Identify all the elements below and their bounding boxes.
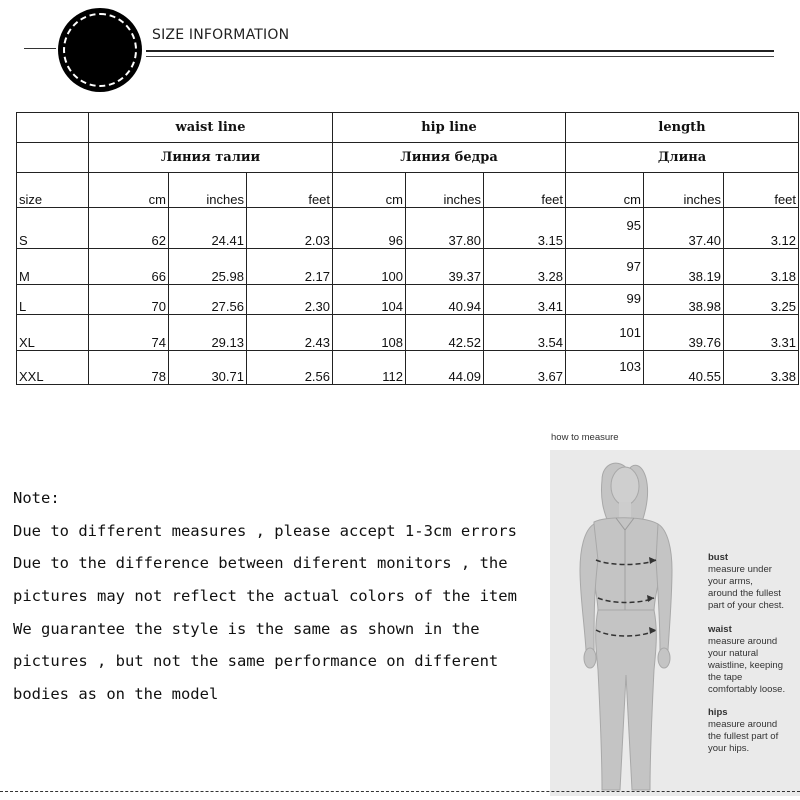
- table-row: [17, 249, 799, 285]
- note-line: Due to different measures , please accept 1-3cm errors: [13, 521, 517, 540]
- group-hip-ru: Линия бедра: [333, 143, 566, 173]
- table-cell: 101: [566, 315, 644, 351]
- waist-line: waistline, keeping: [708, 660, 783, 671]
- table-cell: 66: [89, 249, 169, 285]
- hips-heading: hips: [708, 707, 728, 718]
- header-rule-left: [24, 48, 56, 49]
- size-label: L: [17, 285, 89, 315]
- table-cell: 3.18: [724, 249, 799, 285]
- note-line: pictures , but not the same performance on different: [13, 652, 499, 671]
- waist-heading: waist: [708, 624, 732, 635]
- unit-waist-cm: cm: [89, 173, 169, 208]
- table-cell: 78: [89, 351, 169, 385]
- group-waist-ru: Линия талии: [89, 143, 333, 173]
- size-label: M: [17, 249, 89, 285]
- waist-line: measure around: [708, 636, 778, 647]
- table-cell: 3.31: [724, 315, 799, 351]
- table-cell: 2.43: [247, 315, 333, 351]
- bottom-dashed-rule: [0, 791, 800, 792]
- table-cell: 108: [333, 315, 406, 351]
- unit-waist-feet: feet: [247, 173, 333, 208]
- table-cell: 3.41: [484, 285, 566, 315]
- table-cell: 42.52: [406, 315, 484, 351]
- unit-waist-inches: inches: [169, 173, 247, 208]
- table-cell: 3.67: [484, 351, 566, 385]
- waist-annotation: [708, 624, 800, 696]
- unit-length-cm: cm: [566, 173, 644, 208]
- note-line: bodies as on the model: [13, 685, 219, 704]
- note-line: We guarantee the style is the same as shown in the: [13, 619, 480, 638]
- bust-line: around the fullest: [708, 588, 781, 599]
- table-cell: 24.41: [169, 208, 247, 249]
- unit-hip-cm: cm: [333, 173, 406, 208]
- table-cell: 2.17: [247, 249, 333, 285]
- group-hip-en: hip line: [333, 113, 566, 143]
- table-cell: 70: [89, 285, 169, 315]
- note-line: pictures may not reflect the actual colors of the item: [13, 587, 517, 606]
- header-circle-badge: [58, 8, 142, 92]
- group-length-ru: Длина: [566, 143, 799, 173]
- units-row: [17, 173, 799, 208]
- size-label: S: [17, 208, 89, 249]
- hips-line: your hips.: [708, 743, 750, 754]
- header-row-en: [17, 113, 799, 143]
- page-title: SIZE INFORMATION: [152, 27, 290, 43]
- hips-line: measure around: [708, 719, 778, 730]
- table-cell: 38.98: [644, 285, 724, 315]
- table-cell: 97: [566, 249, 644, 285]
- table-cell: 112: [333, 351, 406, 385]
- table-cell: 44.09: [406, 351, 484, 385]
- notes-block: [13, 482, 553, 711]
- bust-line: measure under: [708, 564, 772, 575]
- table-row: [17, 315, 799, 351]
- table-cell: 62: [89, 208, 169, 249]
- header-rule-thick: [146, 50, 774, 52]
- measure-title: how to measure: [551, 432, 619, 443]
- waist-line: the tape: [708, 672, 743, 683]
- table-cell: 3.25: [724, 285, 799, 315]
- waist-line: comfortably loose.: [708, 684, 786, 695]
- size-label: XXL: [17, 351, 89, 385]
- group-waist-en: waist line: [89, 113, 333, 143]
- table-cell: 3.28: [484, 249, 566, 285]
- table-cell: 2.56: [247, 351, 333, 385]
- group-length-en: length: [566, 113, 799, 143]
- table-row: [17, 208, 799, 249]
- table-row: [17, 351, 799, 385]
- table-row: [17, 285, 799, 315]
- table-cell: 2.30: [247, 285, 333, 315]
- corner-cell: [17, 113, 89, 143]
- bust-line: your arms,: [708, 576, 753, 587]
- table-cell: 40.94: [406, 285, 484, 315]
- table-cell: 25.98: [169, 249, 247, 285]
- unit-hip-feet: feet: [484, 173, 566, 208]
- table-cell: 104: [333, 285, 406, 315]
- note-line: Due to the difference between diferent monitors , the: [13, 554, 508, 573]
- table-cell: 3.15: [484, 208, 566, 249]
- size-label: XL: [17, 315, 89, 351]
- table-cell: 40.55: [644, 351, 724, 385]
- bust-heading: bust: [708, 552, 729, 563]
- unit-length-feet: feet: [724, 173, 799, 208]
- table-cell: 38.19: [644, 249, 724, 285]
- table-cell: 96: [333, 208, 406, 249]
- table-cell: 37.80: [406, 208, 484, 249]
- table-cell: 74: [89, 315, 169, 351]
- bust-annotation: [708, 552, 800, 612]
- corner-cell-2: [17, 143, 89, 173]
- table-cell: 29.13: [169, 315, 247, 351]
- table-cell: 2.03: [247, 208, 333, 249]
- table-cell: 3.38: [724, 351, 799, 385]
- unit-hip-inches: inches: [406, 173, 484, 208]
- table-cell: 30.71: [169, 351, 247, 385]
- unit-length-inches: inches: [644, 173, 724, 208]
- header-rule-thin: [146, 56, 774, 57]
- measure-figure-panel: [550, 450, 800, 796]
- hips-line: the fullest part of: [708, 731, 779, 742]
- table-cell: 99: [566, 285, 644, 315]
- unit-size: size: [17, 173, 89, 208]
- size-table: [16, 112, 799, 385]
- hips-annotation: [708, 707, 800, 755]
- waist-line: your natural: [708, 648, 759, 659]
- table-cell: 100: [333, 249, 406, 285]
- note-heading: Note:: [13, 489, 60, 507]
- header-row-ru: [17, 143, 799, 173]
- table-cell: 3.54: [484, 315, 566, 351]
- table-cell: 3.12: [724, 208, 799, 249]
- table-cell: 95: [566, 208, 644, 249]
- table-cell: 103: [566, 351, 644, 385]
- table-cell: 39.37: [406, 249, 484, 285]
- table-cell: 37.40: [644, 208, 724, 249]
- table-cell: 39.76: [644, 315, 724, 351]
- bust-line: part of your chest.: [708, 600, 785, 611]
- table-cell: 27.56: [169, 285, 247, 315]
